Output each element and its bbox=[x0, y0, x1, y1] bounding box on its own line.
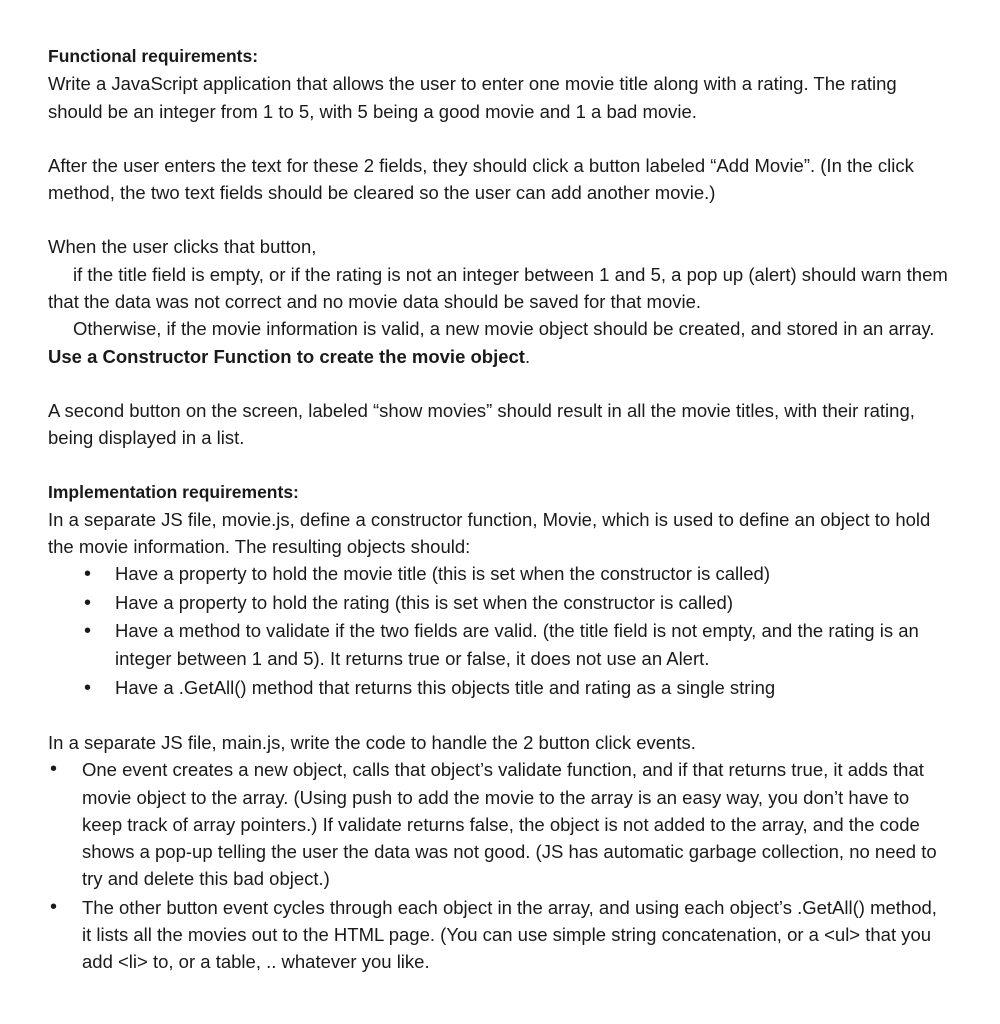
list-item: • One event creates a new object, calls that object’s validate function, and if that returns true, it adds that movie object to the array. (Using push to add the movie to the array is an easy way, you don’t have to keep track of array pointers.) If validate returns false, the object is not added to the array, and the code shows a pop-up telling the user the data was not good. (JS has automatic garbage collection, no need to try and delete this bad object.) bbox=[48, 756, 948, 892]
functional-paragraph-4 bbox=[48, 315, 948, 370]
implementation-intro: In a separate JS file, movie.js, define a constructor function, Movie, which is used to define an object to hold the movie information. The resulting objects should: bbox=[48, 508, 931, 558]
functional-paragraph-3-text: if the title field is empty, or if the rating is not an integer between 1 and 5, a pop up (alert) should warn them that the data was not correct and no movie data should be saved for that movie. bbox=[48, 263, 948, 313]
functional-paragraph-5: A second button on the screen, labeled “show movies” should result in all the movie titles, with their rating, being displayed in a list. bbox=[48, 399, 915, 449]
list-item: • The other button event cycles through each object in the array, and using each object’s .GetAll() method, it lists all the movies out to the HTML page. (You can use simple string concatenation, or a <ul> that you add <li> to, or a table, .. whatever you like. bbox=[48, 894, 948, 976]
list-item: • Have a .GetAll() method that returns this objects title and rating as a single string bbox=[48, 674, 948, 702]
list-item: • Have a method to validate if the two fields are valid. (the title field is not empty, and the rating is an integer between 1 and 5). It returns true or false, it does not use an Alert. bbox=[48, 617, 948, 674]
implementation-requirements-heading: Implementation requirements: bbox=[48, 481, 299, 502]
functional-paragraph-3-rest bbox=[48, 261, 948, 316]
list-item: • Have a property to hold the movie title (this is set when the constructor is called) bbox=[48, 560, 948, 588]
functional-paragraph-4-normal: Otherwise, if the movie information is valid, a new movie object should be created, and stored in an array. bbox=[73, 318, 935, 340]
functional-paragraph-1: Write a JavaScript application that allows the user to enter one movie title along with a rating. The rating should be an integer from 1 to 5, with 5 being a good movie and 1 a bad movie. bbox=[48, 73, 897, 122]
main-js-bullet-list bbox=[48, 756, 948, 975]
functional-paragraph-4-end: . bbox=[524, 345, 531, 367]
functional-paragraph-2: After the user enters the text for these 2 fields, they should click a button labeled “Add Movie”. (In the click method, the two text fields should be cleared so the user can add another movie.) bbox=[48, 154, 914, 204]
document-body bbox=[48, 43, 948, 977]
movie-object-bullet-list bbox=[48, 560, 948, 701]
main-js-intro: In a separate JS file, main.js, write the code to handle the 2 button click events. bbox=[48, 731, 696, 753]
functional-requirements-heading: Functional requirements: bbox=[48, 46, 259, 66]
functional-paragraph-4-bold: Use a Constructor Function to create the movie object bbox=[48, 345, 525, 367]
functional-paragraph-3-line-1: When the user clicks that button, bbox=[48, 236, 317, 258]
list-item: • Have a property to hold the rating (this is set when the constructor is called) bbox=[48, 589, 948, 617]
